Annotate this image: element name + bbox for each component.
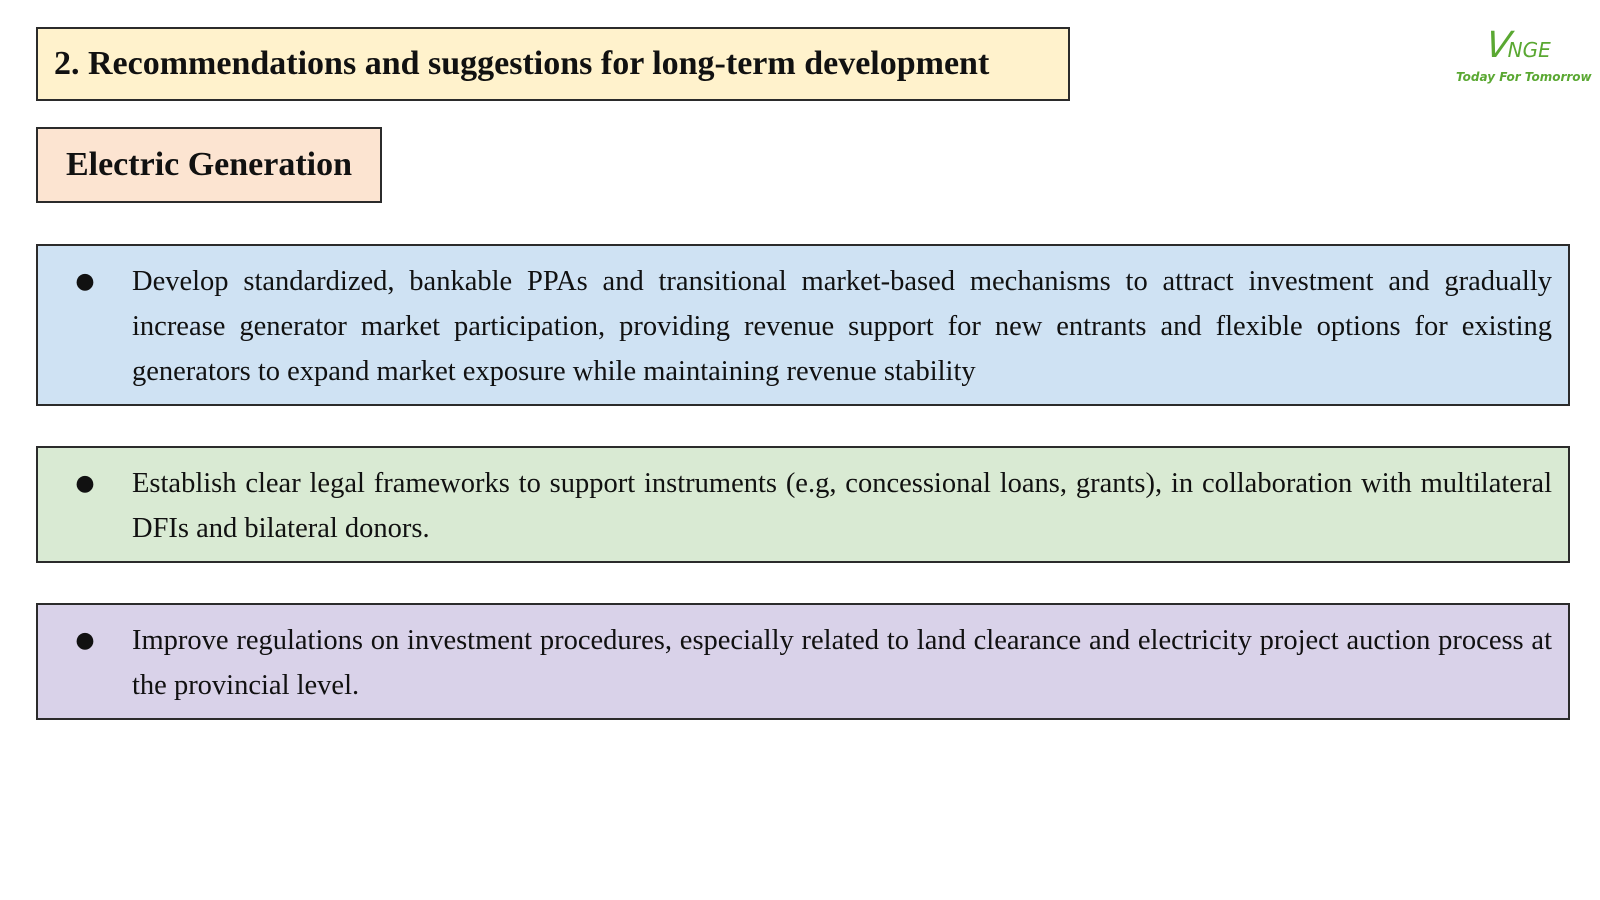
section-heading: Electric Generation (65, 146, 353, 183)
recommendation-text-2: Establish clear legal frameworks to support instruments (e.g, concessional loans, grants), in collaboration with multilateral DFIs and bilateral donors. (132, 468, 1552, 544)
logo-mark-v: V (1483, 25, 1514, 66)
vnge-logo (1440, 18, 1590, 88)
logo-mark-text: NGE (1507, 38, 1551, 62)
recommendation-box-2 (36, 446, 1570, 563)
section-heading-box (36, 127, 382, 203)
recommendation-text-3: Improve regulations on investment procedures, especially related to land clearance and electricity project auction process at the provincial level. (132, 625, 1552, 701)
slide-title: 2. Recommendations and suggestions for long-term development (54, 45, 990, 82)
bullet-dot-icon: ● (75, 269, 95, 294)
logo-tagline: Today For Tomorrow (1456, 70, 1592, 84)
slide-title-box (36, 27, 1070, 101)
recommendation-box-1 (36, 244, 1570, 406)
bullet-dot-icon: ● (75, 628, 95, 653)
recommendation-text-1: Develop standardized, bankable PPAs and transitional market-based mechanisms to attract investment and gradually increase generator market participation, providing revenue support for new entrants and flexible options for existing generators to expand market exposure while maintaining revenue stability (132, 266, 1552, 387)
logo-mark (1483, 22, 1551, 66)
bullet-dot-icon: ● (75, 471, 95, 496)
recommendation-box-3 (36, 603, 1570, 720)
